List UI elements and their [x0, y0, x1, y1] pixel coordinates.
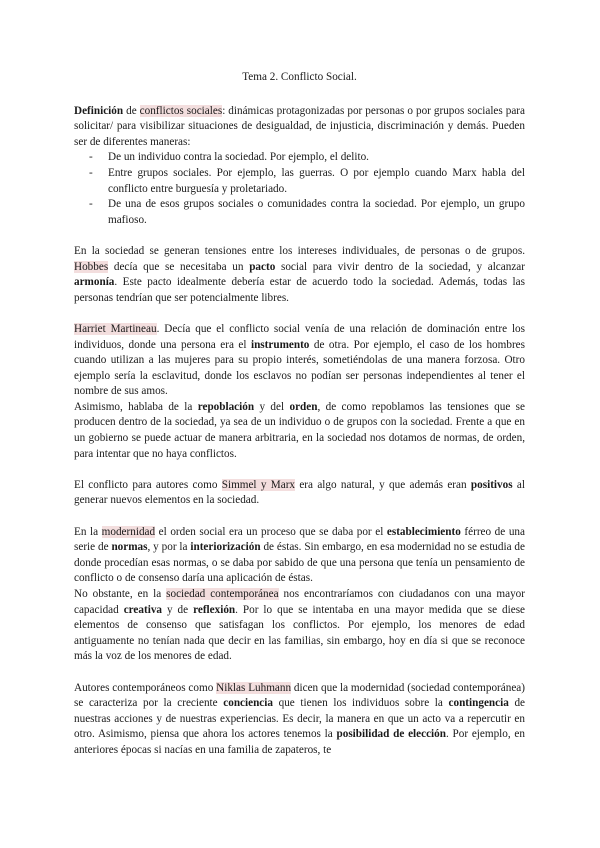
highlight-modernidad: modernidad — [101, 525, 156, 538]
list-item: - De un individuo contra la sociedad. Por ejemplo, el delito. — [108, 150, 525, 166]
highlight-sociedad-contemporanea: sociedad contemporánea — [166, 588, 279, 600]
types-list — [74, 150, 525, 228]
martineau-paragraph: Harriet Martineau. Decía que el conflicto social venía de una relación de dominación entre los individuos, donde una persona era el instrumento de otra. Por ejemplo, el caso de los hombres cuando utilizan a las mujeres para su propio interés, sometiéndolas de una manera forzosa. Otro ejemplo sería la esclavitud, donde los esclavos no podían ser personas independientes al tener el nombre de sus amos. — [74, 322, 525, 398]
luhmann-paragraph: Autores contemporáneos como Niklas Luhmann dicen que la modernidad (sociedad contemporánea) se caracteriza por la creciente conciencia que tienen los individuos sobre la contingencia de nuestras acciones y de nuestras experiencias. Es decir, la manera en que un acto va a repercutir en otro. Asimismo, piensa que ahora los actores tenemos la posibilidad de elección. Por ejemplo, en anteriores épocas si nacías en una familia de zapateros, te — [74, 681, 526, 756]
definition-term: Definición — [74, 104, 124, 117]
list-item: - De una de esos grupos sociales o comunidades contra la sociedad. Por ejemplo, un grupo mafioso. — [108, 197, 525, 228]
contemporanea-paragraph: No obstante, en la sociedad contemporánea nos encontraríamos con ciudadanos con una mayor capacidad creativa y de reflexión. Por lo que se intentaba en una mayor medida que se diese elementos de consenso que satisfagan los conflictos. Por ejemplo, los menores de edad antiguamente no tenían nada que decir en las familias, sin embargo, hoy en día si que se reconoce más la voz de los menores de edad. — [74, 588, 526, 663]
document-title: Tema 2. Conflicto Social. — [242, 71, 357, 83]
highlight-simmel-marx: Simmel y Marx — [221, 478, 296, 491]
simmel-marx-paragraph: El conflicto para autores como Simmel y Marx era algo natural, y que además eran positivos al generar nuevos elementos en la sociedad. — [74, 478, 525, 507]
highlight-niklas-luhmann: Niklas Luhmann — [216, 681, 292, 694]
martineau-paragraph-2: Asimismo, hablaba de la repoblación y del orden, de como repoblamos las tensiones que se producen dentro de la sociedad, ya sea de un individuo o de grupos con la sociedad. Frente a que en un gobierno se puede actuar de manera arbitraria, en la sociedad nos dotamos de normas, de orden, para intentar que no haya conflictos. — [74, 400, 525, 460]
highlight-conflictos-sociales: conflictos sociales — [139, 104, 223, 117]
hobbes-paragraph: En la sociedad se generan tensiones entre los intereses individuales, de personas o de grupos. Hobbes decía que se necesitaba un pacto social para vivir dentro de la sociedad, y alcanzar armonía. Este pacto idealmente debería estar de acuerdo todo la sociedad. Además, todas las personas tendrían que ser potencialmente libres. — [74, 244, 525, 304]
list-item: - Entre grupos sociales. Por ejemplo, las guerras. O por ejemplo cuando Marx habla del conflicto entre burguesía y proletariado. — [108, 166, 525, 197]
highlight-harriet-martineau: Harriet Martineau — [74, 322, 157, 335]
modernidad-paragraph: En la modernidad el orden social era un proceso que se daba por el establecimiento férreo de una serie de normas, y por la interiorización de éstas. Sin embargo, en esa modernidad no se estudia de donde procedían esas normas, o se daba por sabido de que una persona que tenía un pensamiento de conflicto o de consenso daría una aplicación de éstas. — [74, 525, 525, 585]
definition-paragraph: Definición de conflictos sociales: dinámicas protagonizadas por personas o por grupos sociales para solicitar/ para visibilizar situaciones de desigualdad, de injusticia, discriminación y demás. Pueden ser de diferentes maneras: — [74, 104, 525, 148]
highlight-hobbes: Hobbes — [74, 260, 109, 273]
